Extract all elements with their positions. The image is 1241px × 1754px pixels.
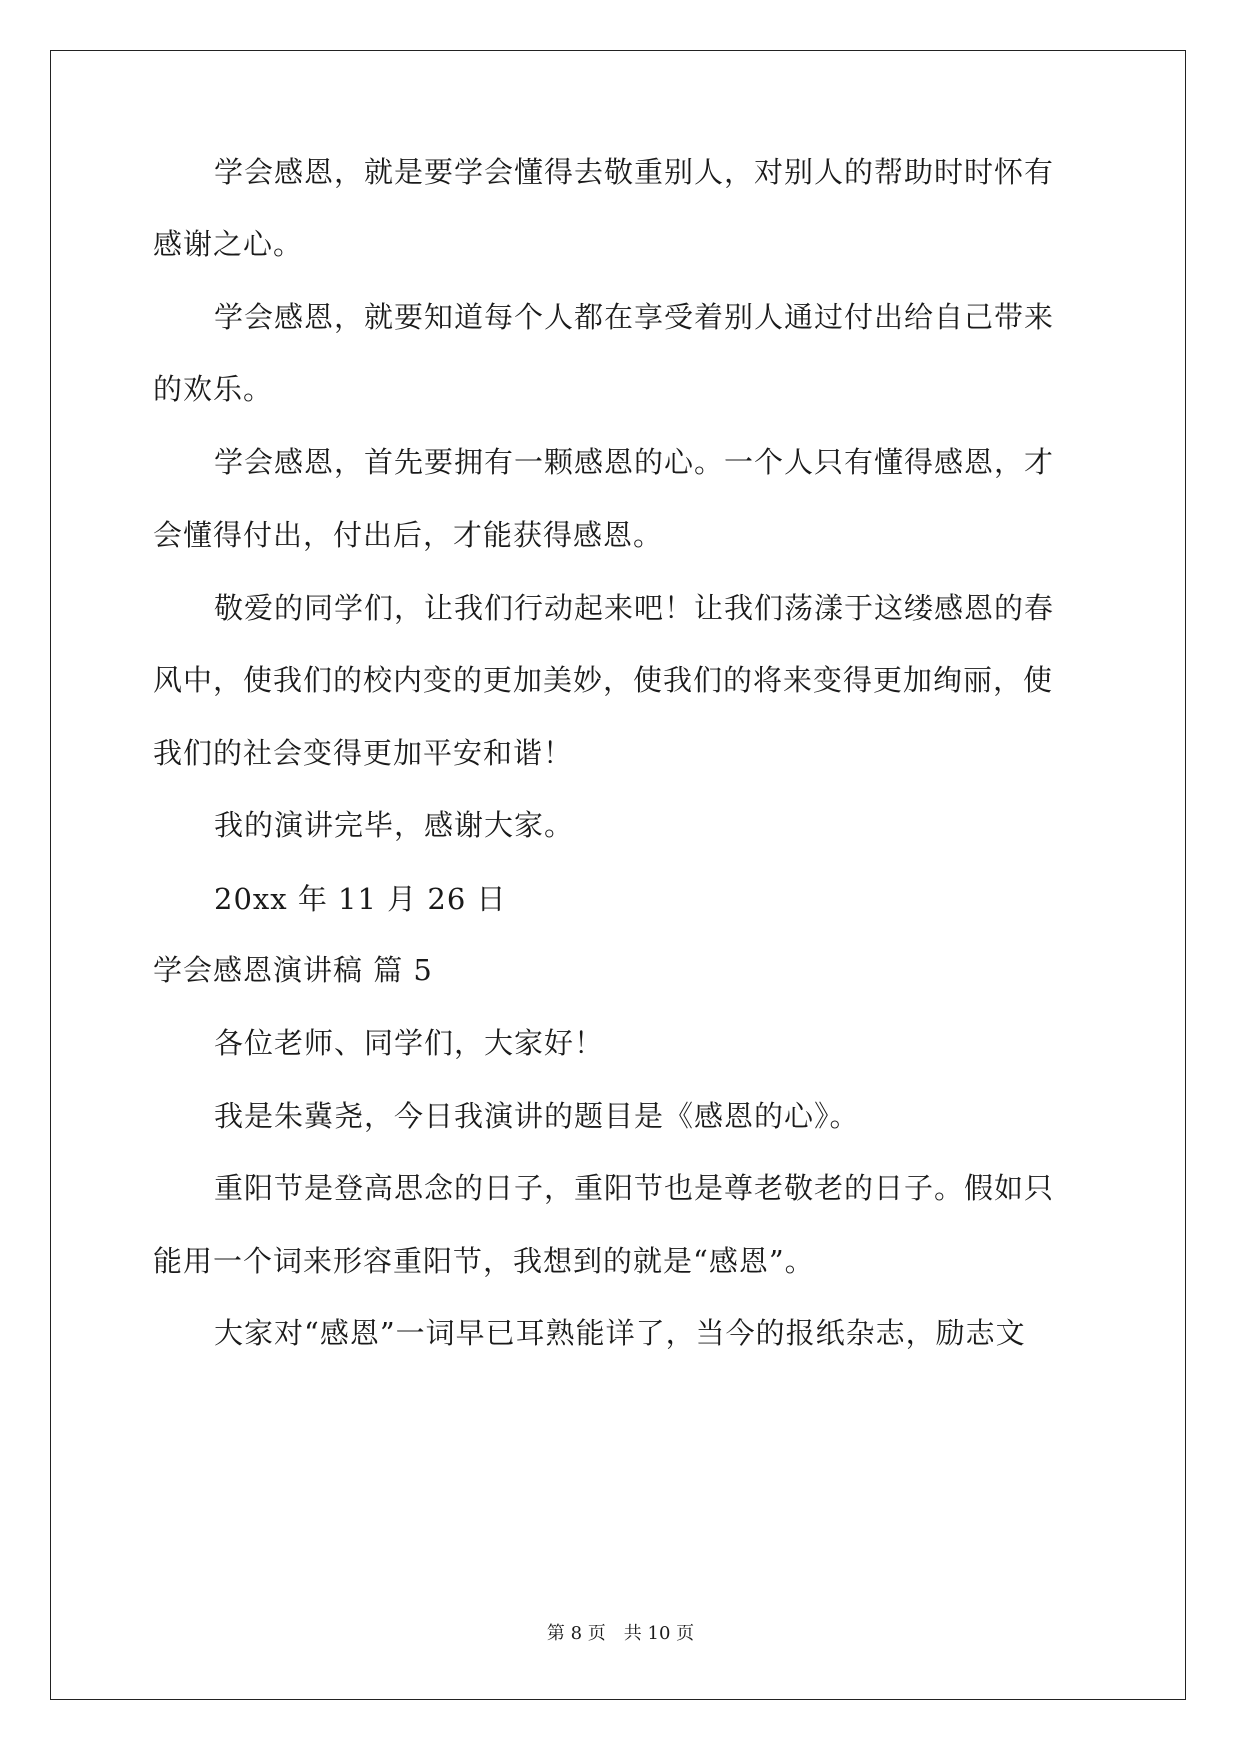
page-number: 第 8 页 (546, 1623, 606, 1644)
greeting-line: 各位老师、同学们，大家好！ (214, 1026, 605, 1060)
section-heading: 学会感恩演讲稿 篇 5 (153, 953, 433, 987)
paragraph-5-line-1: 我的演讲完毕，感谢大家。 (214, 808, 575, 842)
paragraph-1-line-2: 感谢之心。 (153, 227, 304, 261)
paragraph-3-line-2: 会懂得付出，付出后，才能获得感恩。 (153, 518, 664, 552)
paragraph-2-line-1: 学会感恩，就要知道每个人都在享受着别人通过付出给自己带来 (214, 300, 1055, 334)
page-total: 共 10 页 (623, 1623, 695, 1644)
paragraph-4-line-3: 我们的社会变得更加平安和谐！ (153, 736, 574, 770)
paragraph-3-line-1: 学会感恩，首先要拥有一颗感恩的心。一个人只有懂得感恩，才 (214, 445, 1055, 479)
paragraph-7-line-2: 能用一个词来形容重阳节，我想到的就是“感恩”。 (153, 1244, 815, 1278)
paragraph-6-line-1: 我是朱冀尧，今日我演讲的题目是《感恩的心》。 (214, 1099, 860, 1133)
paragraph-8-line-1: 大家对“感恩”一词早已耳熟能详了，当今的报纸杂志，励志文 (214, 1316, 1026, 1350)
paragraph-4-line-2: 风中，使我们的校内变的更加美妙，使我们的将来变得更加绚丽，使 (153, 663, 1054, 697)
date-line: 20xx 年 11 月 26 日 (214, 882, 507, 916)
paragraph-4-line-1: 敬爱的同学们，让我们行动起来吧！让我们荡漾于这缕感恩的春 (214, 591, 1055, 625)
paragraph-7-line-1: 重阳节是登高思念的日子，重阳节也是尊老敬老的日子。假如只 (214, 1171, 1055, 1205)
paragraph-2-line-2: 的欢乐。 (153, 372, 274, 406)
paragraph-1-line-1: 学会感恩，就是要学会懂得去敬重别人，对别人的帮助时时怀有 (214, 155, 1055, 189)
page-footer (0, 1622, 1241, 1646)
